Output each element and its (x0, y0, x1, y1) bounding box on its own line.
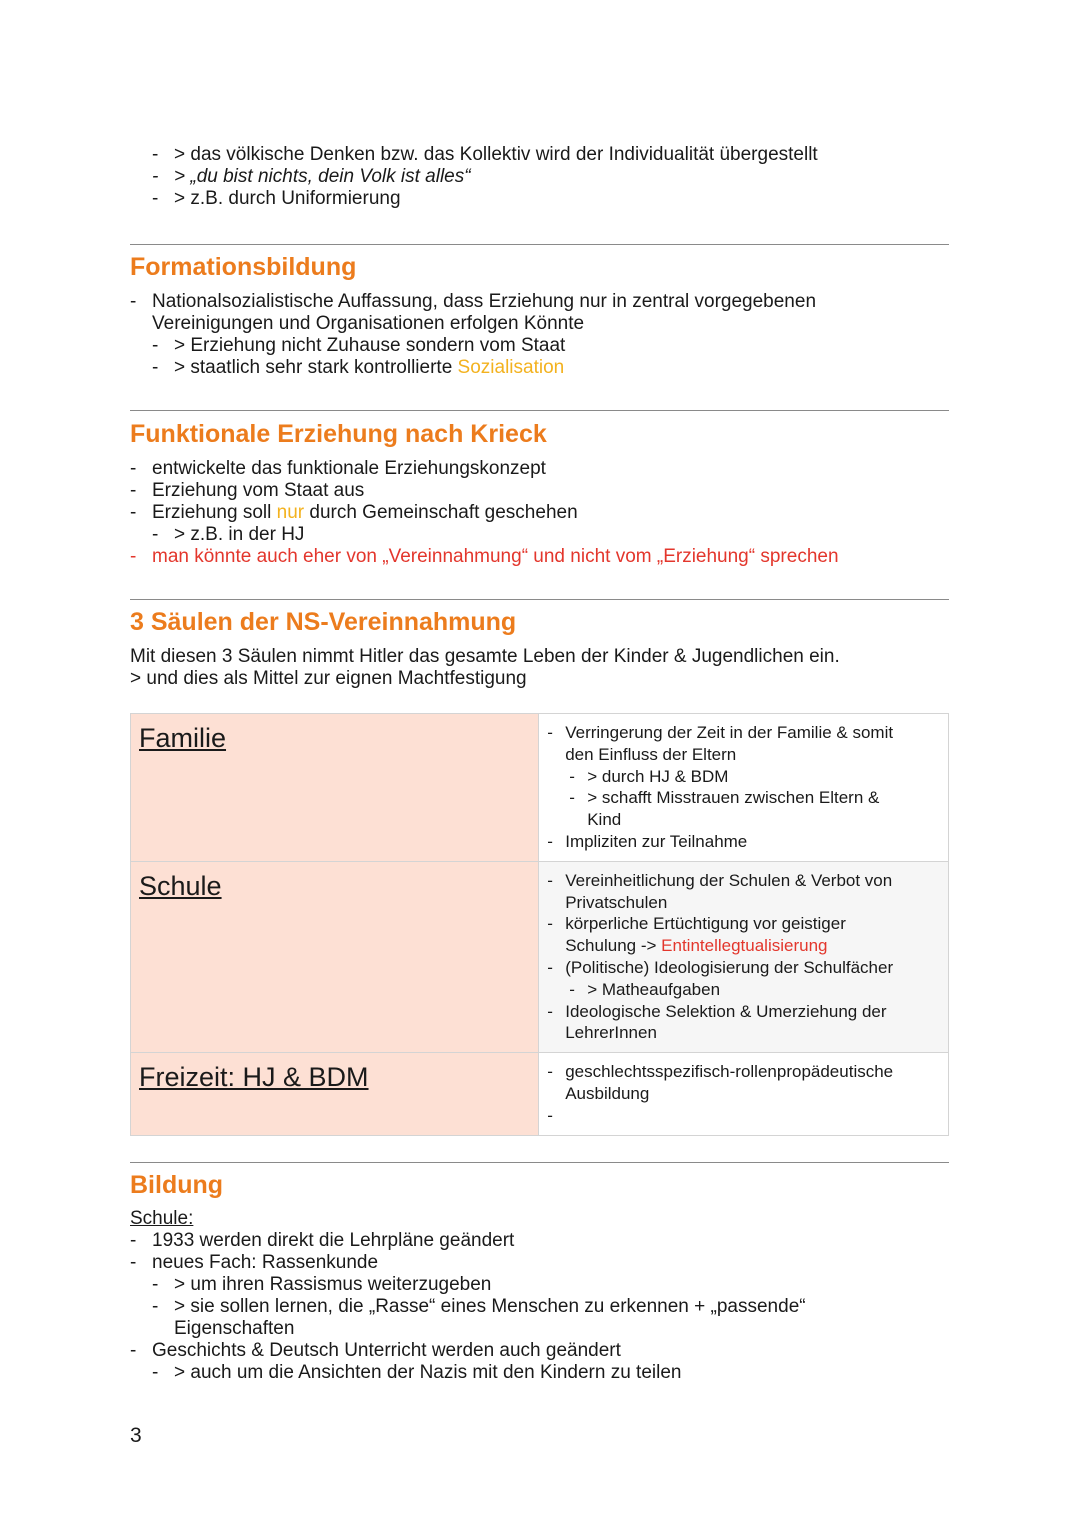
section-divider (130, 410, 949, 411)
schule-point-4 (547, 1001, 942, 1045)
pillar-row-schule (131, 861, 949, 1052)
intro-bullet-list (152, 144, 818, 210)
intro-bullet-3: - > z.B. durch Uniformierung (152, 188, 818, 210)
familie-point-1-sub-2-line-1: - > schafft Misstrauen zwischen Eltern & (587, 788, 880, 808)
page-number: 3 (130, 1424, 142, 1447)
section-divider (130, 599, 949, 600)
pillar-content-cell (539, 714, 949, 862)
schule-point-4-line-1: - Ideologische Selektion & Umerziehung der (565, 1001, 887, 1021)
bildung-content (130, 1208, 806, 1384)
funktional-heading: Funktionale Erziehung nach Krieck (130, 420, 547, 448)
schule-point-2 (547, 913, 942, 957)
pillar-title-freizeit: Freizeit: HJ & BDM (139, 1062, 369, 1093)
bildung-bullet-2-sub-2 (152, 1296, 806, 1340)
pillar-content-cell (539, 1053, 949, 1135)
section-divider (130, 1162, 949, 1163)
schule-point-3: - (Politische) Ideologisierung der Schulfächer (547, 957, 942, 979)
pillar-label-cell (131, 861, 539, 1052)
pillar-label-cell (131, 714, 539, 862)
formation-sub-2 (152, 357, 816, 379)
bildung-bullet-2: - neues Fach: Rassenkunde (130, 1252, 806, 1274)
schule-point-1-line-2: Privatschulen (565, 892, 668, 912)
funktional-bullet-4: - man könnte auch eher von „Vereinnahmung“ und nicht vom „Erziehung“ sprechen (130, 546, 839, 568)
saeulen-heading: 3 Säulen der NS-Vereinnahmung (130, 608, 517, 636)
formation-main-line-2: Vereinigungen und Organisationen erfolgen Könnte (152, 313, 585, 334)
familie-point-1-sub-2 (569, 787, 942, 831)
pillar-title-schule: Schule (139, 870, 222, 901)
bildung-sub-heading: Schule: (130, 1208, 194, 1229)
familie-point-1-sub-1: - > durch HJ & BDM (569, 766, 942, 788)
schule-point-2-highlight: Entintellegtualisierung (661, 936, 828, 956)
pillar-row-familie (131, 714, 949, 862)
bildung-heading: Bildung (130, 1171, 224, 1199)
funktional-bullet-3 (130, 502, 839, 524)
saeulen-intro-line-2: > und dies als Mittel zur eignen Machtfestigung (130, 668, 527, 689)
schule-point-4-line-2: LehrerInnen (565, 1023, 657, 1043)
pillars-table (130, 713, 949, 1136)
freizeit-point-1-line-2: Ausbildung (565, 1083, 650, 1103)
bildung-bullet-2-sub-1: - > um ihren Rassismus weiterzugeben (152, 1274, 806, 1296)
pillar-title-familie: Familie (139, 723, 227, 753)
funktional-bullet-1: - entwickelte das funktionale Erziehungskonzept (130, 458, 839, 480)
formation-main-line-1: - Nationalsozialistische Auffassung, dass Erziehung nur in zentral vorgegebenen (152, 291, 817, 312)
pillar-label-cell (131, 1053, 539, 1135)
funktional-bullet-3-suffix: durch Gemeinschaft geschehen (304, 502, 578, 523)
saeulen-intro-line-1: Mit diesen 3 Säulen nimmt Hitler das gesamte Leben der Kinder & Jugendlichen ein. (130, 646, 840, 667)
bildung-bullet-1: - 1933 werden direkt die Lehrpläne geändert (130, 1230, 806, 1252)
freizeit-point-1-line-1: - geschlechtsspezifisch-rollenpropädeutische (565, 1062, 894, 1082)
intro-bullet-1: - > das völkische Denken bzw. das Kollektiv wird der Individualität übergestellt (152, 144, 818, 166)
saeulen-intro (130, 646, 840, 690)
schule-point-1-line-1: - Vereinheitlichung der Schulen & Verbot von (565, 870, 893, 890)
familie-point-1-line-1: - Verringerung der Zeit in der Familie & somit (565, 723, 894, 742)
familie-point-1-sub-2-line-2: Kind (587, 810, 622, 830)
funktional-content (130, 458, 839, 568)
schule-point-2-line-2-text: Schulung -> (565, 936, 662, 956)
schule-point-3-sub: - > Matheaufgaben (569, 979, 942, 1001)
bildung-bullet-2-sub-2-line-2: Eigenschaften (174, 1318, 295, 1339)
bildung-bullet-2-sub-2-line-1: - > sie sollen lernen, die „Rasse“ eines Menschen zu erkennen + „passende“ (174, 1296, 806, 1317)
schule-point-1 (547, 870, 942, 914)
pillar-row-freizeit (131, 1053, 949, 1135)
formation-sub-2-highlight: Sozialisation (457, 357, 565, 378)
funktional-bullet-2: - Erziehung vom Staat aus (130, 480, 839, 502)
pillar-content-cell (539, 861, 949, 1052)
formation-sub-1: - > Erziehung nicht Zuhause sondern vom Staat (152, 335, 816, 357)
familie-point-2: - Impliziten zur Teilnahme (547, 831, 942, 853)
funktional-bullet-3-highlight: nur (276, 502, 305, 523)
funktional-bullet-3-prefix: Erziehung soll (152, 502, 277, 523)
intro-bullet-2: - > „du bist nichts, dein Volk ist alles“ (152, 166, 818, 188)
formation-main-bullet (130, 291, 816, 335)
freizeit-point-1 (547, 1061, 942, 1105)
formation-heading: Formationsbildung (130, 253, 357, 281)
schule-point-2-line-2 (565, 935, 942, 957)
familie-point-1-line-2: den Einfluss der Eltern (565, 744, 737, 764)
funktional-bullet-3-sub: - > z.B. in der HJ (152, 524, 839, 546)
schule-point-2-line-1: - körperliche Ertüchtigung vor geistiger (565, 914, 846, 934)
bildung-bullet-3-sub-1: - > auch um die Ansichten der Nazis mit den Kindern zu teilen (152, 1362, 806, 1384)
section-divider (130, 244, 949, 245)
formation-content (130, 291, 816, 379)
familie-point-1 (547, 722, 942, 766)
formation-sub-2-text: > staatlich sehr stark kontrollierte (174, 357, 458, 378)
freizeit-point-2-empty (547, 1105, 942, 1127)
bildung-bullet-3: - Geschichts & Deutsch Unterricht werden auch geändert (130, 1340, 806, 1362)
